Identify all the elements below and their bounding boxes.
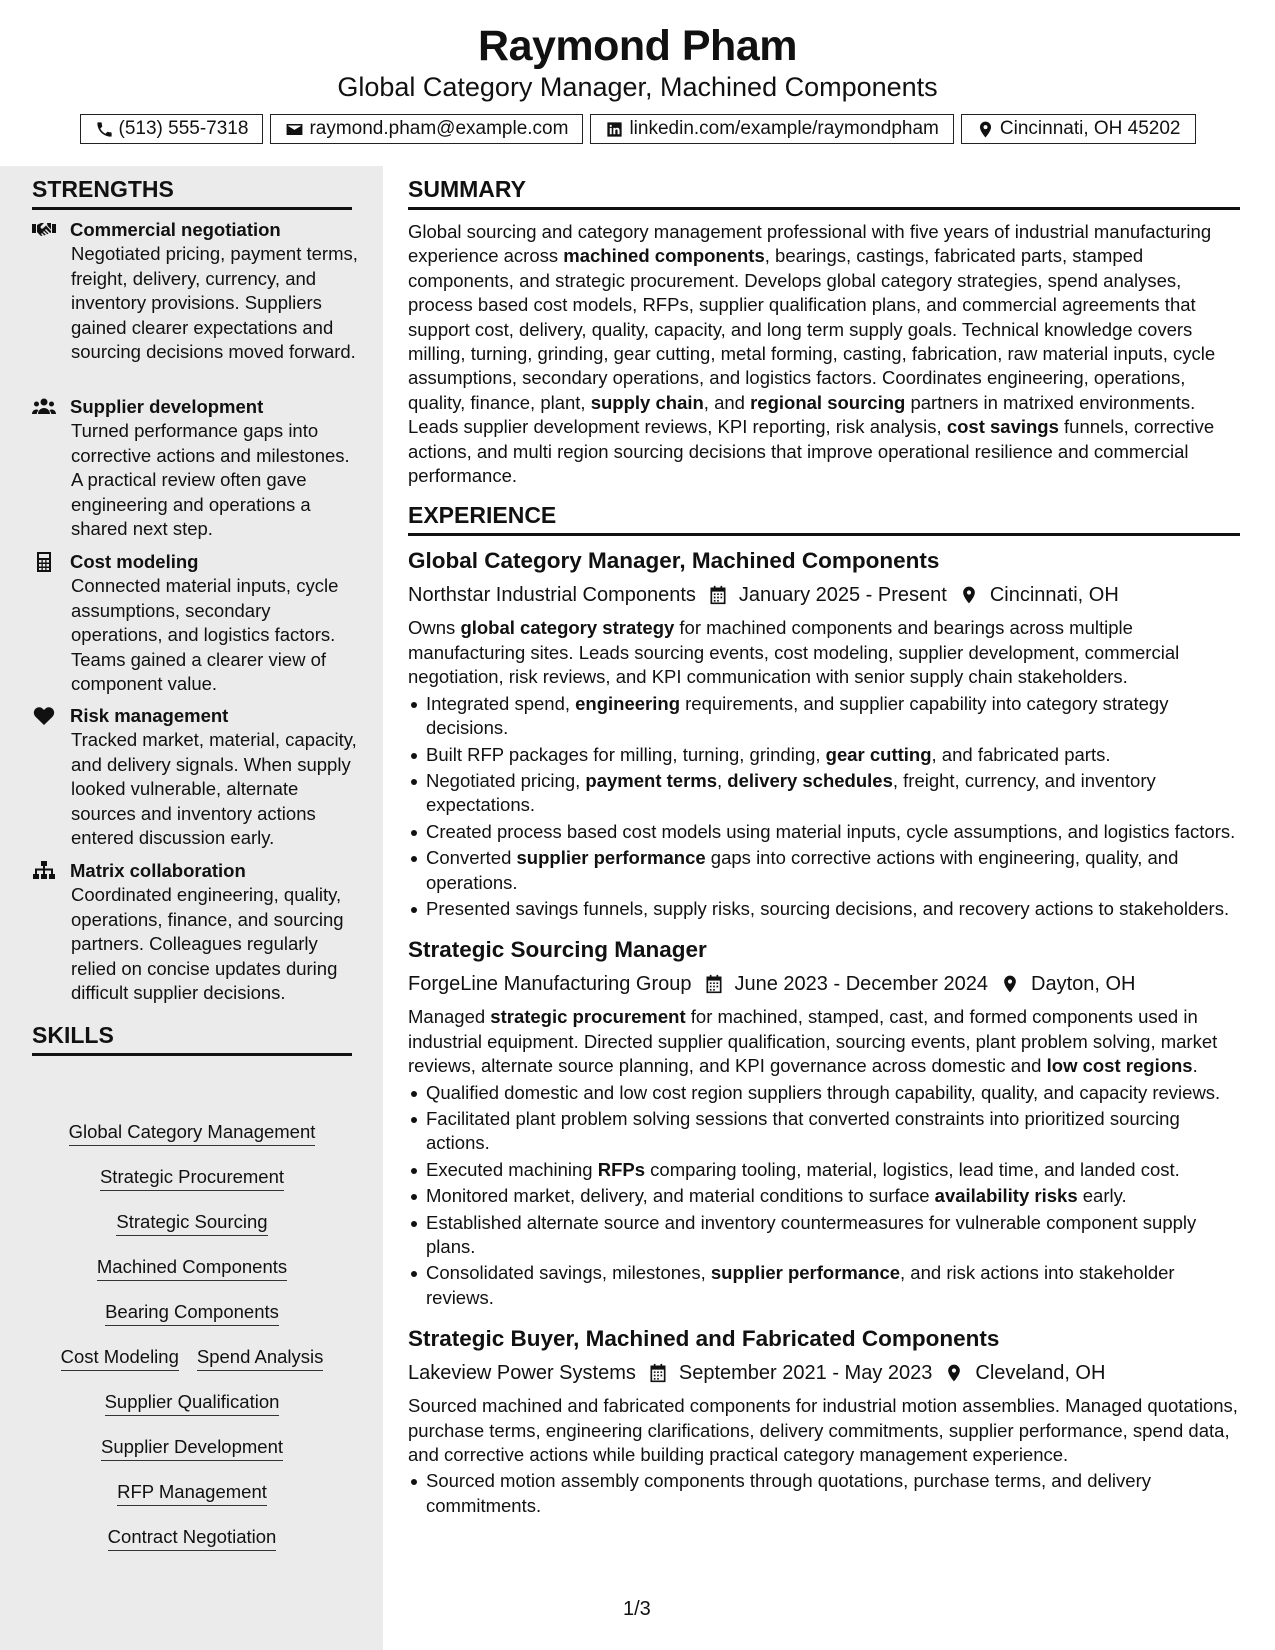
skill-tag: Machined Components: [97, 1256, 287, 1281]
bold-text: supply chain: [590, 391, 704, 413]
bold-text: strategic procurement: [490, 1006, 686, 1028]
strength-title: Risk management: [70, 705, 229, 726]
skill-tag: Strategic Sourcing: [116, 1211, 267, 1236]
contact-email[interactable]: [270, 114, 583, 144]
job-company: Northstar Industrial Components: [408, 583, 696, 606]
text-run: for machined, stamped, cast, and formed components used in industrial equipment. Directed supplier qualification, sourcing events, plant problem solving, market reviews, alternate source planning, and KPI governance across domestic and: [408, 1006, 1218, 1077]
job-dates: January 2025 - Present: [738, 583, 947, 606]
text-run: Managed: [408, 1006, 491, 1028]
text-run: Negotiated pricing,: [426, 769, 586, 791]
strength-text: Coordinated engineering, quality, operations, finance, and sourcing partners. Colleagues regularly relied on concise updates during difficult supplier decisions.: [71, 884, 344, 1003]
job-description: [408, 616, 1240, 689]
job-description: [408, 1394, 1240, 1467]
contact-location-text: Cincinnati, OH 45202: [999, 118, 1181, 139]
job-title: Strategic Sourcing Manager: [408, 937, 707, 963]
text-run: comparing tooling, material, logistics, lead time, and landed cost.: [645, 1158, 1180, 1180]
bold-text: machined components: [563, 245, 765, 267]
bullet-item: [408, 743, 1240, 767]
text-run: Executed machining: [426, 1158, 598, 1180]
bullet-item: [408, 846, 1240, 895]
bullet-item: [408, 769, 1240, 818]
users-icon: [32, 397, 56, 417]
job-entry: [408, 1326, 1240, 1518]
main-content: [408, 166, 1240, 1520]
bold-text: cost savings: [946, 416, 1059, 438]
strength-text: Tracked market, material, capacity, and delivery signals. When supply looked vulnerable, alternate sources and inventory actions entered discussion early.: [71, 729, 357, 848]
bullet-item: [408, 1081, 1240, 1105]
text-run: Established alternate source and inventory countermeasures for vulnerable component supply plans.: [426, 1211, 1197, 1257]
text-run: Owns: [408, 617, 461, 639]
text-run: , and: [703, 391, 751, 413]
bullet-item: [408, 692, 1240, 741]
calendar-icon: [708, 585, 728, 605]
job-location: Cincinnati, OH: [989, 583, 1119, 606]
skill-tag: Supplier Qualification: [105, 1391, 280, 1416]
resume-header: [0, 0, 1275, 166]
job-title: Global Category Manager, Machined Components: [408, 548, 940, 574]
calculator-icon: [32, 552, 56, 572]
text-run: Global sourcing and category management professional with five years of industrial manufacturing experience across: [408, 221, 1212, 267]
strength-item: [32, 859, 362, 1006]
bold-text: regional sourcing: [750, 391, 906, 413]
envelope-icon: [285, 120, 304, 139]
text-run: requirements, and supplier capability into category strategy decisions.: [426, 692, 1169, 739]
skill-tag: Cost Modeling: [61, 1346, 179, 1371]
candidate-name: Raymond Pham: [478, 22, 797, 70]
strengths-heading: STRENGTHS: [32, 176, 352, 210]
text-run: funnels, corrective actions, and multi region sourcing decisions that improve operational resilience and commercial performance.: [408, 416, 1215, 487]
bullet-item: [408, 897, 1240, 921]
job-title: Strategic Buyer, Machined and Fabricated Components: [408, 1326, 1000, 1352]
skill-tag: Strategic Procurement: [100, 1166, 284, 1191]
contact-linkedin[interactable]: [590, 114, 953, 144]
job-location: Dayton, OH: [1031, 972, 1136, 995]
linkedin-icon: [605, 120, 624, 139]
sitemap-icon: [32, 861, 56, 881]
text-run: Qualified domestic and low cost region suppliers through capability, quality, and capacity reviews.: [426, 1081, 1221, 1103]
bold-text: gear cutting: [825, 743, 932, 765]
bold-text: RFPs: [597, 1158, 646, 1180]
job-dates: September 2021 - May 2023: [678, 1361, 933, 1384]
bold-text: global category strategy: [460, 617, 675, 639]
job-meta: [408, 1360, 1240, 1386]
experience-heading: EXPERIENCE: [408, 502, 1240, 536]
strength-item: [32, 550, 362, 697]
strength-item: [32, 704, 362, 851]
bullet-item: [408, 1158, 1240, 1182]
bullet-item: [408, 1261, 1240, 1310]
strength-title: Matrix collaboration: [70, 860, 246, 881]
strength-title: Commercial negotiation: [70, 219, 281, 240]
text-run: Sourced machined and fabricated components for industrial motion assemblies. Managed quotations, purchase terms, engineering clarifications, delivery commitments, supplier performance, spend data, and corrective actions while building practical category management experience.: [408, 1395, 1238, 1466]
strength-title: Cost modeling: [70, 551, 199, 572]
job-meta: [408, 971, 1240, 997]
text-run: Consolidated savings, milestones,: [426, 1262, 711, 1284]
text-run: early.: [1077, 1185, 1127, 1207]
text-run: Sourced motion assembly components through quotations, purchase terms, and delivery commitments.: [426, 1470, 1151, 1516]
candidate-title: Global Category Manager, Machined Components: [337, 72, 938, 102]
text-run: Integrated spend,: [426, 692, 576, 714]
bullet-item: [408, 1469, 1240, 1518]
text-run: , freight, currency, and inventory expectations.: [426, 769, 1156, 816]
skill-tag: Contract Negotiation: [108, 1526, 277, 1551]
text-run: , and fabricated parts.: [931, 743, 1111, 765]
text-run: Presented savings funnels, supply risks, sourcing decisions, and recovery actions to stakeholders.: [426, 897, 1230, 919]
contact-linkedin-text: linkedin.com/example/raymondpham: [629, 118, 939, 139]
text-run: for machined components and bearings across multiple manufacturing sites. Leads sourcing events, cost modeling, supplier development, commercial negotiation, risk reviews, and KPI communication with senior supply chain stakeholders.: [408, 617, 1180, 688]
skill-tag: Spend Analysis: [197, 1346, 324, 1371]
map-pin-icon: [1000, 974, 1020, 994]
skills-list: [32, 1121, 352, 1571]
skill-tag: RFP Management: [117, 1481, 267, 1506]
map-pin-icon: [976, 120, 995, 139]
strength-item: [32, 218, 362, 365]
bold-text: delivery schedules: [727, 769, 893, 791]
job-bullets: [408, 1081, 1240, 1311]
calendar-icon: [648, 1363, 668, 1383]
job-bullets: [408, 1469, 1240, 1518]
contact-email-text: raymond.pham@example.com: [309, 118, 569, 139]
bold-text: engineering: [575, 692, 680, 714]
text-run: , bearings, castings, fabricated parts, stamped components, and strategic procurement. Develops global category strategies, spend analyses, process based cost models, RFPs, supplier qualification plans, and commercial agreements that support cost, delivery, quality, capacity, and long term supply goals. Technical knowledge covers milling, turning, grinding, gear cutting, metal forming, casting, fabrication, raw material inputs, cycle assumptions, secondary operations, and logistics factors. Coordinates engineering, operations, quality, finance, plant,: [408, 245, 1216, 413]
experience-list: [408, 548, 1240, 1518]
text-run: partners in matrixed environments. Leads supplier development reviews, KPI reporting, risk analysis,: [408, 391, 1196, 438]
bullet-item: [408, 1107, 1240, 1156]
skill-tag: Global Category Management: [69, 1121, 316, 1146]
skill-tag: Bearing Components: [105, 1301, 279, 1326]
bold-text: payment terms: [585, 769, 718, 791]
text-run: Built RFP packages for milling, turning, grinding,: [426, 743, 826, 765]
text-run: Converted: [426, 847, 517, 869]
heart-icon: [32, 706, 56, 726]
map-pin-icon: [944, 1363, 964, 1383]
bold-text: supplier performance: [710, 1262, 901, 1284]
job-company: ForgeLine Manufacturing Group: [408, 972, 692, 995]
text-run: Monitored market, delivery, and material conditions to surface: [426, 1185, 935, 1207]
strength-title: Supplier development: [70, 396, 264, 417]
text-run: ,: [717, 769, 728, 791]
skill-tag: Supplier Development: [101, 1436, 283, 1461]
strength-text: Negotiated pricing, payment terms, freight, delivery, currency, and inventory provisions. Suppliers gained clearer expectations and sourcing decisions moved forward.: [71, 243, 358, 362]
bullet-item: [408, 1211, 1240, 1260]
phone-icon: [95, 120, 114, 139]
text-run: Created process based cost models using material inputs, cycle assumptions, and logistics factors.: [426, 820, 1236, 842]
contact-bar: [0, 114, 1275, 144]
contact-phone-text: (513) 555-7318: [118, 118, 249, 139]
strength-item: [32, 395, 362, 542]
calendar-icon: [704, 974, 724, 994]
job-meta: [408, 582, 1240, 608]
text-run: Facilitated plant problem solving sessions that converted constraints into prioritized sourcing actions.: [426, 1107, 1180, 1154]
bullet-item: [408, 1184, 1240, 1208]
handshake-icon: [32, 220, 56, 240]
bold-text: supplier performance: [516, 847, 706, 869]
job-company: Lakeview Power Systems: [408, 1361, 636, 1384]
job-dates: June 2023 - December 2024: [734, 972, 988, 995]
bullet-item: [408, 820, 1240, 844]
job-location: Cleveland, OH: [975, 1361, 1106, 1384]
bold-text: low cost regions: [1046, 1055, 1193, 1077]
page-number: 1/3: [623, 1598, 651, 1620]
job-description: [408, 1005, 1240, 1078]
text-run: , and risk actions into stakeholder reviews.: [426, 1262, 1175, 1308]
text-run: gaps into corrective actions with engineering, quality, and operations.: [426, 847, 1179, 893]
job-entry: [408, 548, 1240, 921]
skills-heading: SKILLS: [32, 1022, 352, 1056]
strength-text: Turned performance gaps into corrective actions and milestones. A practical review often gave engineering and operations a shared next step.: [71, 420, 350, 539]
text-run: .: [1192, 1055, 1198, 1077]
job-bullets: [408, 692, 1240, 922]
summary-heading: SUMMARY: [408, 176, 1240, 210]
job-entry: [408, 937, 1240, 1310]
contact-location: [961, 114, 1196, 144]
bold-text: availability risks: [934, 1185, 1078, 1207]
map-pin-icon: [959, 585, 979, 605]
summary-text: [408, 220, 1240, 488]
contact-phone[interactable]: [80, 114, 264, 144]
strength-text: Connected material inputs, cycle assumptions, secondary operations, and logistics factors. Teams gained a clearer view of component value.: [71, 575, 339, 694]
